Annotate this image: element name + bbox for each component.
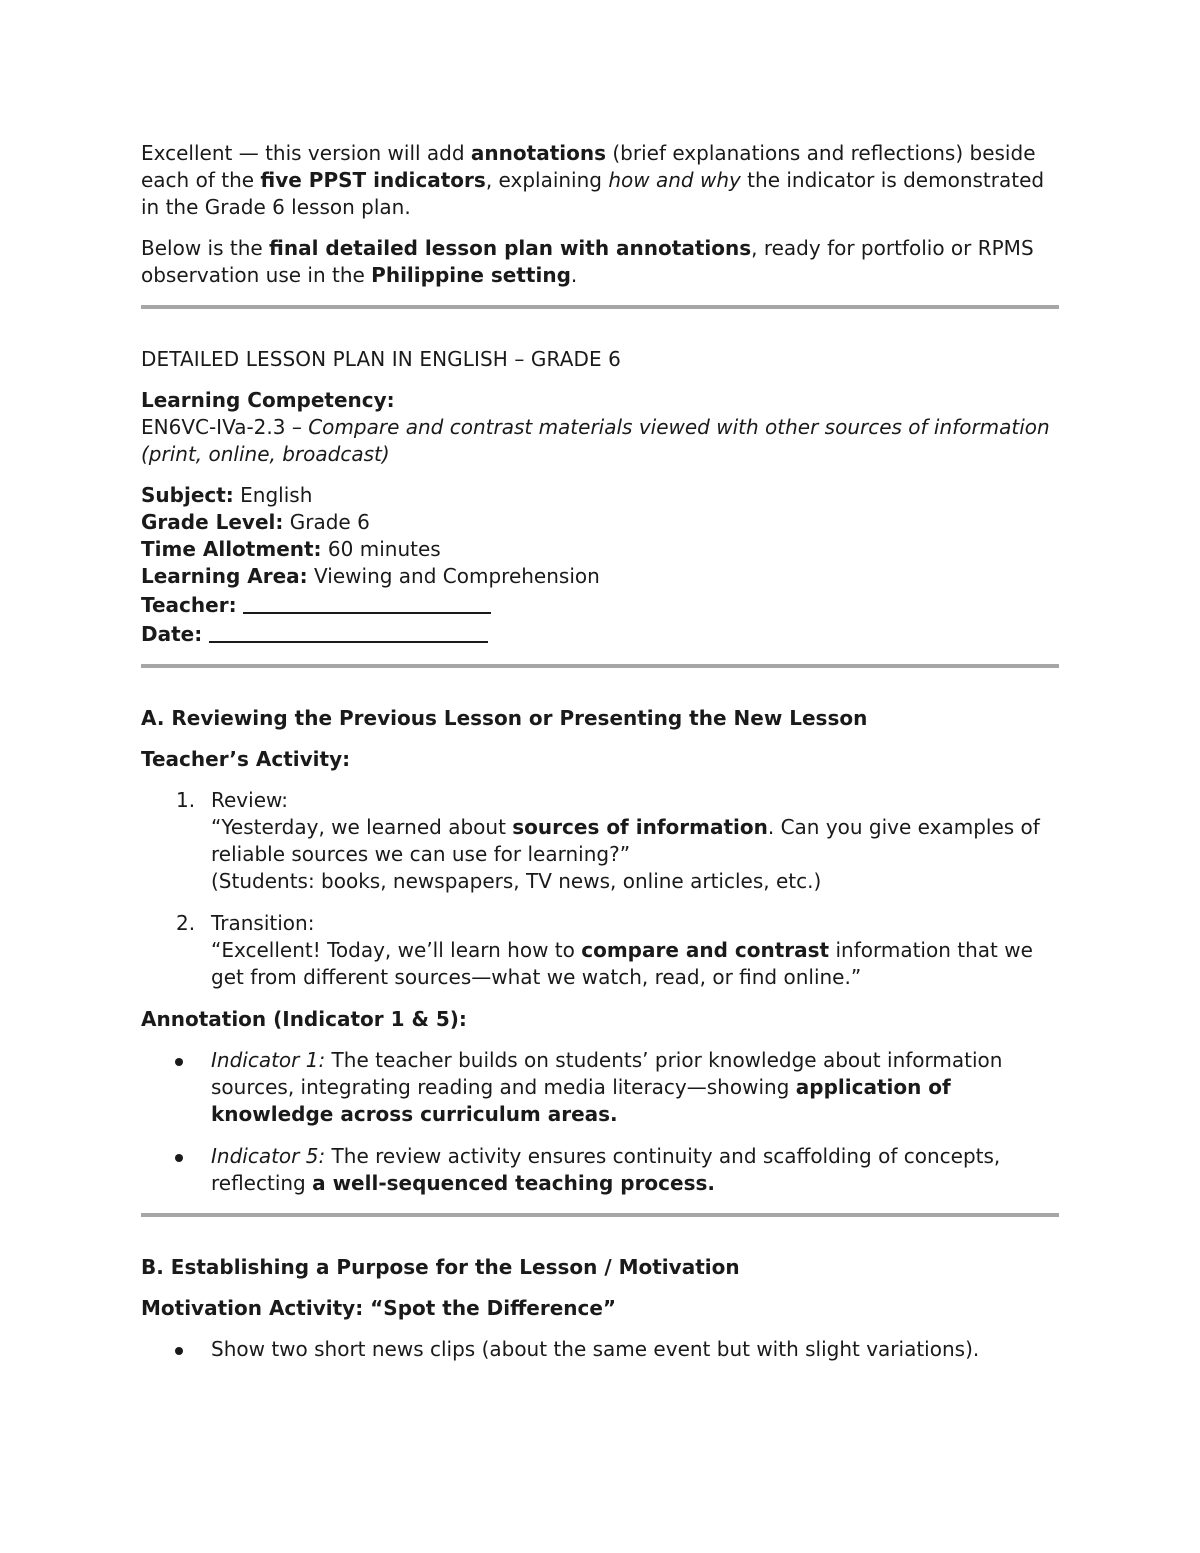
date-blank-line bbox=[209, 621, 488, 643]
teacher-blank-line bbox=[243, 592, 491, 614]
intro-bold-philippine: Philippine setting bbox=[371, 263, 571, 287]
intro-bold-ppst: five PPST indicators bbox=[260, 168, 486, 192]
intro-text: , ready for portfolio or RPMS observation use in the bbox=[141, 236, 1034, 287]
intro-italic-how-why: how and why bbox=[608, 168, 741, 192]
date-field: Date: bbox=[141, 619, 1059, 648]
motivation-list bbox=[141, 1336, 1059, 1363]
subject-field: Subject: English bbox=[141, 483, 313, 507]
intro-text: (brief explanations and reflections) beside each of the bbox=[141, 141, 1036, 192]
intro-text: Excellent — this version will add bbox=[141, 141, 471, 165]
list-item: 1. Review: “Yesterday, we learned about sources of information. Can you give examples of reliable sources we can use for learning?” (Students: books, newspapers, TV news, online articles, etc.) bbox=[141, 787, 1059, 895]
list-item: Indicator 5: The review activity ensures continuity and scaffolding of concepts, reflecting a well-sequenced teaching process. bbox=[141, 1143, 1059, 1197]
list-item: Indicator 1: The teacher builds on students’ prior knowledge about information sources, integrating reading and media literacy—showing application of knowledge across curriculum areas. bbox=[141, 1047, 1059, 1128]
grade-level-field: Grade Level: Grade 6 bbox=[141, 510, 370, 534]
time-allotment-field: Time Allotment: 60 minutes bbox=[141, 537, 441, 561]
section-a-title: A. Reviewing the Previous Lesson or Presenting the New Lesson bbox=[141, 706, 868, 730]
learning-area-field: Learning Area: Viewing and Comprehension bbox=[141, 564, 600, 588]
intro-text: the indicator is demonstrated in the Grade 6 lesson plan. bbox=[141, 168, 1045, 219]
bullet-icon bbox=[175, 1154, 183, 1162]
intro-bold-final-plan: final detailed lesson plan with annotations bbox=[269, 236, 752, 260]
intro-text: , explaining bbox=[485, 168, 609, 192]
intro-text: Below is the bbox=[141, 236, 270, 260]
list-item: Show two short news clips (about the same event but with slight variations). bbox=[141, 1336, 1059, 1363]
competency-text: EN6VC-IVa-2.3 – Compare and contrast materials viewed with other sources of information (print, online, broadcast) bbox=[141, 415, 1050, 466]
list-number: 1. bbox=[176, 788, 196, 812]
lesson-details bbox=[141, 482, 1059, 648]
document-page bbox=[141, 140, 1059, 1378]
teacher-activity-list bbox=[141, 787, 1059, 991]
intro-paragraph-1 bbox=[141, 140, 1059, 221]
section-b-title: B. Establishing a Purpose for the Lesson / Motivation bbox=[141, 1255, 740, 1279]
bullet-icon bbox=[175, 1058, 183, 1066]
list-item-heading: Transition: bbox=[211, 911, 315, 935]
horizontal-rule bbox=[141, 1213, 1059, 1217]
intro-text: . bbox=[570, 263, 578, 287]
teacher-field: Teacher: bbox=[141, 590, 1059, 619]
student-response-note: (Students: books, newspapers, TV news, online articles, etc.) bbox=[211, 869, 822, 893]
annotation-label: Annotation (Indicator 1 & 5): bbox=[141, 1007, 467, 1031]
motivation-activity-label: Motivation Activity: “Spot the Difference” bbox=[141, 1296, 617, 1320]
horizontal-rule bbox=[141, 664, 1059, 668]
annotation-list bbox=[141, 1047, 1059, 1197]
horizontal-rule bbox=[141, 305, 1059, 309]
competency-label: Learning Competency: bbox=[141, 388, 395, 412]
bullet-icon bbox=[175, 1347, 183, 1355]
intro-bold-annotations: annotations bbox=[470, 141, 606, 165]
lesson-plan-title: DETAILED LESSON PLAN IN ENGLISH – GRADE 6 bbox=[141, 347, 621, 371]
list-item: 2. Transition: “Excellent! Today, we’ll learn how to compare and contrast information that we get from different sources—what we watch, read, or find online.” bbox=[141, 910, 1059, 991]
list-item-heading: Review: bbox=[211, 788, 289, 812]
list-number: 2. bbox=[176, 911, 196, 935]
intro-paragraph-2 bbox=[141, 235, 1059, 289]
teacher-activity-label: Teacher’s Activity: bbox=[141, 747, 351, 771]
